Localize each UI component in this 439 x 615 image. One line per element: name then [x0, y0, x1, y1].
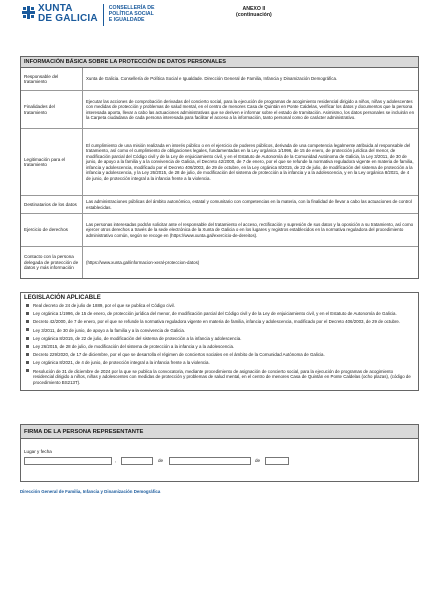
xunta-wordmark: XUNTA DE GALICIA: [38, 3, 98, 24]
legislation-item-text: Decreto 42/2000, de 7 de enero, por el que se refunde la normativa reguladora vigente en materia de familia, infancia y adolescencia, modificado por el Decreto 406/2003, de 29 de octubre.: [33, 319, 401, 325]
legislation-item: [25, 311, 412, 317]
row-value: Ejecutar las acciones de comprobación derivadas del concierto social, para la ejecución de programas de acogimiento residencial dirigido a niños, niñas y adolescentes con medidas de protección y problemas de salud mental, en el centro de menores Casa de Quintán en Ponte Caldelas, verificar los datos y documentos que la persona interesada aporta, llevar a cabo las actuaciones administrativas que se deriven e informar sobre el estado de tramitación. Asimismo, los datos personales se incluirán en la Carpeta ciudadana de cada persona interesada para facilitar el acceso a la información, tanto personal como de carácter administrativo.: [86, 98, 415, 120]
legislation-list: [21, 303, 418, 390]
xunta-cross-icon: [22, 6, 35, 19]
legislation-item: [25, 369, 412, 386]
bullet-icon: [26, 345, 29, 348]
department-name: CONSELLERÍA DE POLÍTICA SOCIAL E IGUALDADE: [108, 5, 155, 23]
legislation-section: [20, 292, 419, 391]
legislation-title: LEGISLACIÓN APLICABLE: [24, 295, 101, 301]
row-value: Las personas interesadas podrán solicitar ante el responsable del tratamiento el acceso, rectificación y supresión de sus datos y la oposición a su tratamiento, así como ejercer otros derechos a través de la sede electrónica de la Xunta de Galicia o en los lugares y registros establecidos en la normativa reguladora del procedimiento administrativo común, según se recoge en (https://www.xunta.gal/exercicio-de-dereitos).: [86, 221, 414, 238]
row-label: Ejercicio de derechos: [21, 214, 83, 246]
legislation-item-text: Ley orgánica 8/2021, de 4 de junio, de protección integral a la infancia frente a la violencia.: [33, 360, 210, 366]
bullet-icon: [26, 328, 29, 331]
annex-heading: [236, 6, 272, 18]
de-label-1: de: [158, 458, 164, 463]
legislation-item-text: Ley 26/2015, de 28 de julio, de modificación del sistema de protección a la infancia y a la adolescencia.: [33, 343, 235, 349]
bullet-icon: [26, 361, 29, 364]
bullet-icon: [26, 369, 29, 372]
annex-title: ANEXO II: [242, 6, 266, 12]
bullet-icon: [26, 312, 29, 315]
row-value: Xunta de Galicia. Consellería de Política Social e Igualdade. Dirección General de Familia, Infancia y Dinamización Demográfica.: [86, 76, 338, 82]
legislation-item: [25, 336, 412, 342]
legislation-item-text: Ley orgánica 8/2015, de 22 de julio, de modificación del sistema de protección a la infancia y adolescencia.: [33, 335, 242, 341]
legislation-item: [25, 319, 412, 325]
legislation-item-text: Ley orgánica 1/1996, de 15 de enero, de protección jurídica del menor, de modificación parcial del Código civil y de la Ley de enjuiciamiento civil, y en el Estatuto de Autonomía de Galicia.: [33, 311, 397, 317]
row-value: (https://www.xunta.gal/informacion-xeral-proteccion-datos): [86, 259, 200, 265]
legislation-item-text: Resolución de 31 de diciembre de 2024 por la que se publica la convocatoria, mediante procedimiento de asignación de concierto social, para la ejecución de programas de acogimiento residencial dirigido a niños, niñas y adolescentes con medidas de protección y problemas de salud mental, en el centro de menores Casa de Quintán en Ponte Caldelas (ocho plazas), (código de procedimiento BS213T).: [33, 368, 411, 385]
table-row: [21, 214, 418, 247]
legislation-item: [25, 328, 412, 334]
bullet-icon: [26, 304, 29, 307]
xunta-logo: [22, 4, 154, 26]
row-label: Legitimación para el tratamiento: [21, 129, 83, 195]
row-value: El cumplimiento de una misión realizada en interés público o en el ejercicio de poderes públicos, derivada de una competencia legalmente atribuida al responsable del tratamiento, así como el cumplimiento de obligaciones legales, fundamentadas en la Ley orgánica 1/1996, de 15 de enero, de protección jurídica del menor, de modificación parcial del Código civil y de la Ley de enjuiciamiento civil, y en el Estatuto de Autonomía de la Comunidad Autónoma de Galicia, la Ley 3/2011, de 30 de junio, de apoyo a la familia y a la convivencia de Galicia, el Decreto 42/2000, de 7 de enero, por el que se refunde la normativa reguladora vigente en materia de familia, infancia y adolescencia, modificado por el Decreto 406/2003, de 29 de octubre, en la Ley orgánica 8/2015, de 22 de julio, de modificación del sistema de protección a la infancia y adolescencia, y la Ley 26/2015, de 28 de julio, de modificación del sistema de protección a la infancia y a la adolescencia, y en la Ley orgánica 8/2021, de 4 de junio, de protección integral a la infancia frente a la violencia.: [86, 142, 414, 181]
legislation-item-text: Real decreto de 24 de julio de 1889, por el que se publica el Código civil.: [33, 303, 175, 308]
de-label-2: de: [255, 458, 261, 463]
table-row: [21, 196, 418, 214]
legislation-item-text: Decreto 229/2020, de 17 de diciembre, por el que se desarrolla el régimen de conciertos sociales en el ámbito de la Comunidad Autónoma de Galicia.: [33, 352, 325, 358]
table-row: [21, 91, 418, 129]
row-value: Las administraciones públicas del ámbito autonómico, estatal y comunitario con competencias en la materia, con la finalidad de llevar a cabo las actuaciones de control establecidas.: [86, 199, 412, 210]
legislation-item: [25, 352, 412, 358]
legislation-item-text: Ley 3/2011, de 30 de junio, de apoyo a la familia y a la convivencia de Galicia.: [33, 327, 185, 333]
day-field[interactable]: [121, 457, 153, 465]
legislation-item: [25, 344, 412, 350]
table-row: [21, 129, 418, 196]
place-field[interactable]: [24, 457, 112, 465]
page-header: [0, 0, 439, 52]
bullet-icon: [26, 320, 29, 323]
comma-separator: ,: [115, 458, 117, 463]
bullet-icon: [26, 353, 29, 356]
annex-subtitle: (continuación): [236, 12, 272, 18]
legislation-item: [25, 360, 412, 366]
row-label: Contacto con la persona delegada de protección de datos y más información: [21, 247, 83, 278]
footer-department: Dirección General de Familia, Infancia y Dinamización Demográfica: [20, 489, 161, 494]
row-label: Destinatarios de los datos: [21, 196, 83, 213]
data-protection-title: INFORMACIÓN BÁSICA SOBRE LA PROTECCIÓN DE DATOS PERSONALES: [21, 57, 418, 68]
signature-title: FIRMA DE LA PERSONA REPRESENTANTE: [21, 425, 418, 439]
table-row: [21, 68, 418, 91]
legislation-item: [25, 303, 412, 309]
place-date-label: Lugar y fecha: [24, 449, 52, 454]
bullet-icon: [26, 337, 29, 340]
data-protection-section: [20, 56, 419, 279]
signature-section: [20, 424, 419, 482]
row-label: Finalidades del tratamiento: [21, 91, 83, 128]
row-label: Responsable del tratamiento: [21, 68, 83, 90]
table-row: [21, 247, 418, 278]
signature-body: [21, 439, 418, 481]
logo-divider: [103, 4, 104, 26]
year-field[interactable]: [265, 457, 289, 465]
month-field[interactable]: [169, 457, 251, 465]
